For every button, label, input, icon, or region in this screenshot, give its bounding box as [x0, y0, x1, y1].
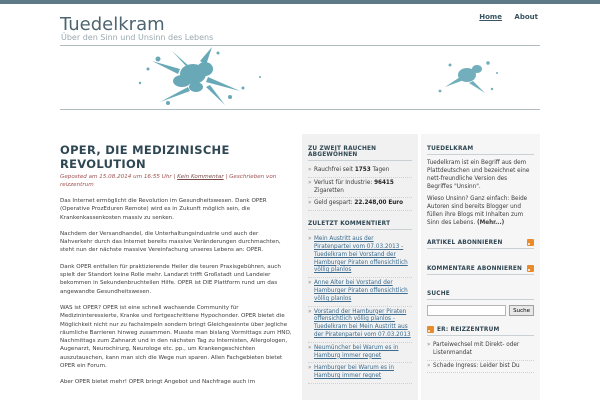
main-nav — [469, 13, 538, 21]
post-paragraph: WAS ist OPER? OPER ist eine schnell wachsende Community für Medizininteressierte, Kranke und fortgeschrittene Hypochonder. OPER bietet die Möglichkeit nicht nur zu fachsimpeln sondern bringt Gleichgesinnte über jegliche räumliche Barrieren hinweg zusammen. Musste man bislang Vormittags zum HNO, Nachmittags zum Zahnarzt und in den nächsten Tag zu Internisten, Allergologen, Augenarzt, Neurochirurg, Neurologe etc. pp., um Krankengeschichten auszutauschen, kann man sich die Wege nun sparen. Allen Fachgebieten bietet OPER ein Forum. — [60, 304, 292, 370]
comment-link[interactable]: Hamburger bei Warum es in Hamburg immer regnet — [314, 365, 394, 380]
post-author-link[interactable]: reizzentrum — [60, 182, 94, 188]
feed-item-link[interactable]: Parteiwechsel mit Direkt- oder Listenmandat — [433, 342, 520, 356]
about-more-link[interactable]: (Mehr...) — [476, 220, 505, 226]
rss-icon[interactable] — [427, 326, 434, 333]
list-item — [308, 278, 412, 306]
list-item — [308, 198, 412, 211]
about-text: Tuedelkram ist ein Begriff aus dem Plattdeutschen und bezeichnet eine nett-freundliche Version des Begriffes "Unsinn". — [427, 160, 530, 190]
subscribe-articles-title[interactable]: ARTIKEL ABONNIEREN — [427, 239, 503, 246]
post-paragraph: Dank OPER entfallen für praktizierende Heiler die teuren Praxisgebühren, auch spielt der Standort keine Rolle mehr. Landarzt trifft Großstadt und Landeier bekommen in Sekundenbruchteilen Hilfe. OPER ist DIE Plattform rund um das angewandte Gesundheitswesen. — [60, 263, 281, 295]
comment-link[interactable]: Neumüncher bei Warum es in Hamburg immer regnet — [314, 344, 399, 359]
post-article — [60, 143, 292, 387]
nav-home[interactable]: Home — [479, 13, 502, 21]
subscribe-comments-title[interactable]: KOMMENTARE ABONNIEREN — [427, 265, 523, 272]
list-item — [427, 340, 534, 361]
search-form — [427, 305, 534, 316]
stat-label: Verlust für Industrie: — [314, 179, 373, 186]
post-comments-link[interactable]: Kein Kommentar — [177, 174, 224, 180]
stat-value: 22.248,00 Euro — [354, 200, 404, 207]
paint-splash-banner — [60, 47, 540, 109]
search-button[interactable]: Suche — [509, 305, 534, 316]
comments-widget-list — [308, 234, 412, 384]
stat-label: Rauchfrei seit — [314, 167, 354, 173]
post-title[interactable]: OPER, DIE MEDIZINISCHE REVOLUTION — [60, 143, 230, 171]
list-item — [308, 307, 412, 343]
list-item — [308, 234, 412, 278]
sidebar-right — [421, 134, 540, 400]
header-rule-top — [60, 45, 540, 46]
rss-icon[interactable] — [527, 239, 534, 246]
list-item — [308, 363, 412, 384]
feed-item-link[interactable]: Schade Ingress: Leider bist Du — [433, 362, 520, 369]
list-item — [308, 165, 412, 178]
subscribe-comments-row — [427, 265, 534, 275]
search-widget-title: SUCHE — [427, 291, 534, 300]
feed-widget-row — [427, 326, 534, 336]
stat-value: 1753 — [354, 167, 371, 173]
header-rule-bottom — [60, 109, 540, 110]
list-item — [308, 178, 412, 199]
post-paragraph: Aber OPER bietet mehr! OPER bringt Angebot und Nachfrage auch im — [60, 379, 256, 386]
stat-suffix: Tagen — [372, 167, 390, 173]
post-meta — [60, 173, 292, 189]
nav-about[interactable]: About — [514, 13, 538, 21]
feed-widget-title[interactable]: ER: REIZZENTRUM — [437, 326, 500, 333]
site-description: Über den Sinn und Unsinn des Lebens — [61, 33, 214, 42]
list-item — [308, 343, 412, 364]
stat-suffix: Zigaretten — [314, 187, 344, 194]
search-input[interactable] — [427, 305, 506, 316]
post-paragraph: Das Internet ermöglicht die Revolution im Gesundheitswesen. Dank OPER (Operative ProzEduren Remote) wird es in Zukunft möglich sein, die Krankenkassenkosten massiv zu senken. — [60, 198, 267, 221]
comments-widget-title: ZULETZT KOMMENTIERT — [308, 221, 412, 230]
comment-link[interactable]: Mein Austritt aus der Piratenpartei vom 07.03.2013 - Tuedelkram bei Vorstand der Hamburger Piraten offensichtlich völlig planlos — [314, 236, 408, 274]
site-title[interactable]: Tuedelkram — [60, 14, 165, 35]
about-widget-title: TUEDELKRAM — [427, 146, 534, 155]
subscribe-articles-row — [427, 239, 534, 249]
sidebar-middle — [302, 134, 418, 400]
comment-link[interactable]: Anne Alter bei Vorstand der Hamburger Piraten offensichtlich völlig planlos — [314, 280, 408, 302]
stat-label: Geld gespart: — [314, 200, 353, 207]
list-item — [427, 361, 534, 374]
about-text-second: Wieso Unsinn? Ganz einfach: Beide Autoren sind bereits Blogger und füllen ihre Blogs mit Inhalten zum Sinn des Lebens. — [427, 196, 528, 226]
top-accent-bar — [0, 0, 600, 4]
post-meta-author-label: | Geschrieben von — [225, 174, 277, 180]
stat-value: 96415 — [374, 179, 394, 186]
comment-link[interactable]: Vorstand der Hamburger Piraten offensichtlich völlig planlos - Tuedelkram bei Mein Austritt aus der Piratenpartei vom 07.03.2013 — [314, 308, 411, 338]
rss-icon[interactable] — [527, 265, 534, 272]
post-paragraph: Nachdem der Versandhandel, die Unterhaltungsindustrie und auch der Nahverkehr durch das Internet bereits massive Veränderungen durchmachten, steht nun der nächste massive Vereinfachung unseres Lebens an: OPER. — [60, 230, 281, 254]
post-date: Geposted am 15.08.2014 um 16:55 Uhr | — [60, 174, 176, 180]
feed-widget-list — [427, 340, 534, 373]
about-text — [427, 195, 534, 227]
smoke-widget-title: ZU ZWEIT RAUCHEN ABGEWÖHNEN — [308, 146, 412, 161]
smoke-widget-list — [308, 165, 412, 211]
